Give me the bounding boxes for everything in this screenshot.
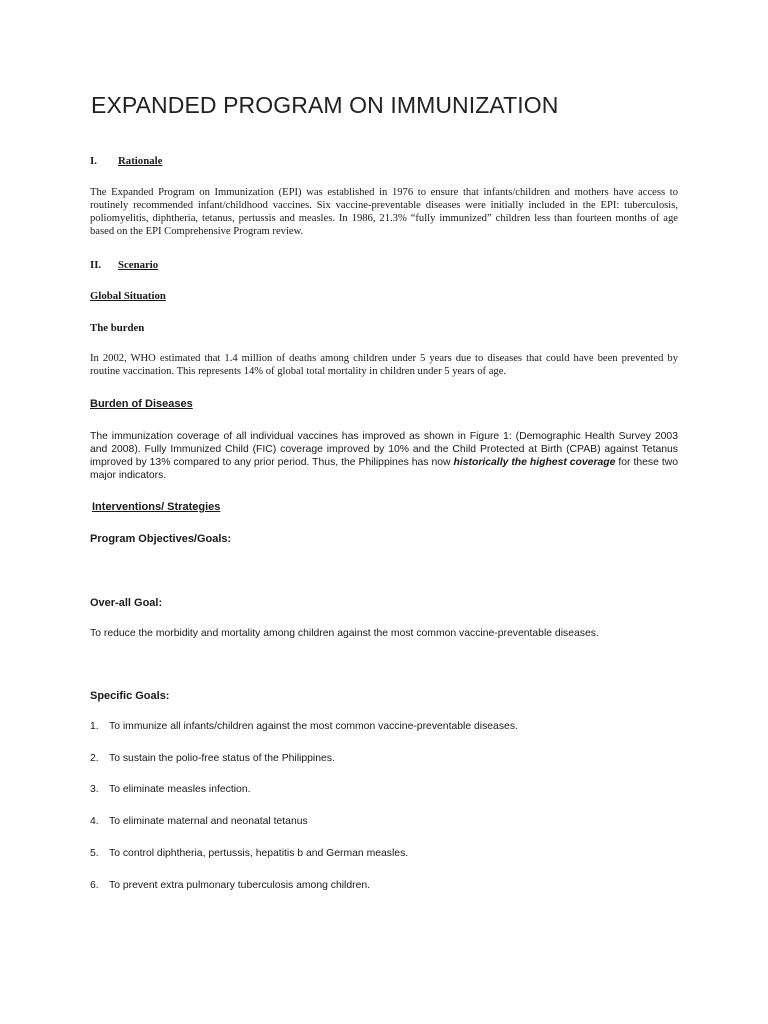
list-item-number: 3. [90, 784, 99, 795]
section-heading-scenario [90, 259, 678, 271]
burden-of-diseases-heading: Burden of Diseases [90, 398, 193, 410]
the-burden-paragraph: In 2002, WHO estimated that 1.4 million of deaths among children under 5 years due to diseases that could have been prevented by routine vaccination. This represents 14% of global total mortality in children under 5 years of age. [90, 353, 678, 377]
list-item-number: 1. [90, 721, 99, 732]
list-item-text: To sustain the polio-free status of the Philippines. [109, 753, 335, 764]
rationale-paragraph: The Expanded Program on Immunization (EPI) was established in 1976 to ensure that infants/children and mothers have access to routinely recommended infant/childhood vaccines. Six vaccine-preventable diseases were initially included in the EPI: tuberculosis, poliomyelitis, diphtheria, tetanus, pertussis and measles. In 1986, 21.3% “fully immunized” children less than fourteen months of age based on the EPI Comprehensive Program review. [90, 187, 678, 237]
burden-text-emphasis: historically the highest coverage [453, 457, 616, 468]
list-item-number: 6. [90, 880, 99, 891]
section-title: Rationale [118, 155, 163, 167]
list-item-text: To immunize all infants/children against the most common vaccine-preventable diseases. [109, 721, 518, 732]
section-number: II. [90, 259, 102, 271]
list-item [90, 721, 678, 732]
program-objectives-heading: Program Objectives/Goals: [90, 533, 232, 545]
list-item-text: To prevent extra pulmonary tuberculosis among children. [109, 880, 371, 891]
list-item-text: To eliminate measles infection. [109, 784, 251, 795]
overall-goal-paragraph: To reduce the morbidity and mortality among children against the most common vaccine-preventable diseases. [90, 628, 599, 639]
list-item [90, 784, 678, 795]
list-item [90, 816, 678, 827]
global-situation-heading: Global Situation [90, 290, 166, 302]
burden-of-diseases-paragraph [90, 430, 678, 482]
list-item-number: 4. [90, 816, 99, 827]
overall-goal-heading: Over-all Goal: [90, 597, 163, 609]
interventions-heading: Interventions/ Strategies [92, 501, 221, 513]
list-item-text: To eliminate maternal and neonatal tetanus [109, 816, 308, 827]
section-heading-rationale [90, 155, 678, 167]
specific-goals-heading: Specific Goals: [90, 690, 170, 702]
list-item [90, 753, 678, 764]
list-item [90, 848, 678, 859]
burden-text-start: The immunization coverage of all individual vaccines has improved as shown in Figure 1: (Demographic Health Survey 2003 and 2008). Fully Immunized Child (FIC) coverage improved by 10% and the Child Protected at Birth (CPAB) against Tetanus improved by 13% compared to any prior period. Thus, the Philippines has now [90, 431, 678, 468]
the-burden-heading: The burden [90, 322, 145, 334]
document-title: EXPANDED PROGRAM ON IMMUNIZATION [91, 92, 559, 118]
section-number: I. [90, 155, 97, 167]
list-item-number: 5. [90, 848, 99, 859]
list-item-text: To control diphtheria, pertussis, hepatitis b and German measles. [109, 848, 409, 859]
burden-text-end: for these two major indicators. [90, 457, 679, 481]
section-title: Scenario [118, 259, 159, 271]
list-item-number: 2. [90, 753, 99, 764]
list-item [90, 880, 678, 891]
